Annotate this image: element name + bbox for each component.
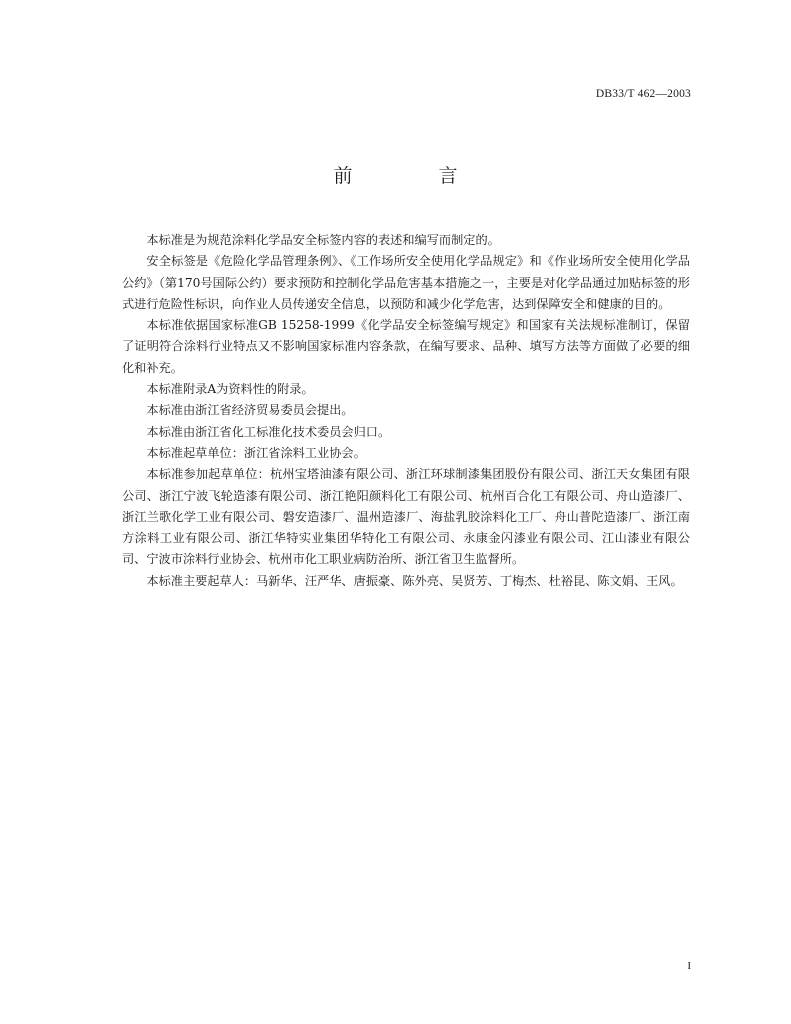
foreword-body <box>122 230 690 592</box>
paragraph-centralized-by: 本标准由浙江省化工标准化技术委员会归口。 <box>146 424 391 439</box>
paragraph-purpose: 本标准是为规范涂料化学品安全标签内容的表述和编写而制定的。 <box>146 233 500 247</box>
page-number: I <box>687 960 691 972</box>
paragraph-basis: 本标准依据国家标准GB 15258-1999《化学品安全标签编写规定》和国家有关法规标准制订，保留了证明符合涂料行业特点又不影响国家标准内容条款，在编写要求、品种、填写方法等方面做了必要的细化和补充。 <box>122 318 690 375</box>
paragraph-participating-units: 本标准参加起草单位：杭州宝塔油漆有限公司、浙江环球制漆集团股份有限公司、浙江天女集团有限公司、浙江宁波飞轮造漆有限公司、浙江艳阳颜料化工有限公司、杭州百合化工有限公司、舟山造漆厂、浙江兰歌化学工业有限公司、磐安造漆厂、温州造漆厂、海盐乳胶涂料化工厂、舟山普陀造漆厂、浙江南方涂料工业有限公司、浙江华特实业集团华特化工有限公司、永康金闪漆业有限公司、江山漆业有限公司、宁波市涂料行业协会、杭州市化工职业病防治所、浙江省卫生监督所。 <box>122 467 690 567</box>
standard-code: DB33/T 462—2003 <box>595 88 691 100</box>
paragraph-drafting-unit: 本标准起草单位：浙江省涂料工业协会。 <box>146 445 366 460</box>
paragraph-main-drafters: 本标准主要起草人：马新华、汪严华、唐振豪、陈外亮、吴贤芳、丁梅杰、杜裕昆、陈文娟、王风。 <box>146 573 683 588</box>
page-title: 前 言 <box>333 165 498 187</box>
paragraph-safety-label: 安全标签是《危险化学品管理条例》、《工作场所安全使用化学品规定》和《作业场所安全使用化学品公约》（第170号国际公约）要求预防和控制化学品危害基本措施之一，主要是对化学品通过加贴标签的形式进行危险性标识，向作业人员传递安全信息，以预防和减少化学危害，达到保障安全和健康的目的。 <box>122 254 690 311</box>
paragraph-proposed-by: 本标准由浙江省经济贸易委员会提出。 <box>146 403 354 418</box>
paragraph-appendix: 本标准附录A为资料性的附录。 <box>146 382 314 397</box>
